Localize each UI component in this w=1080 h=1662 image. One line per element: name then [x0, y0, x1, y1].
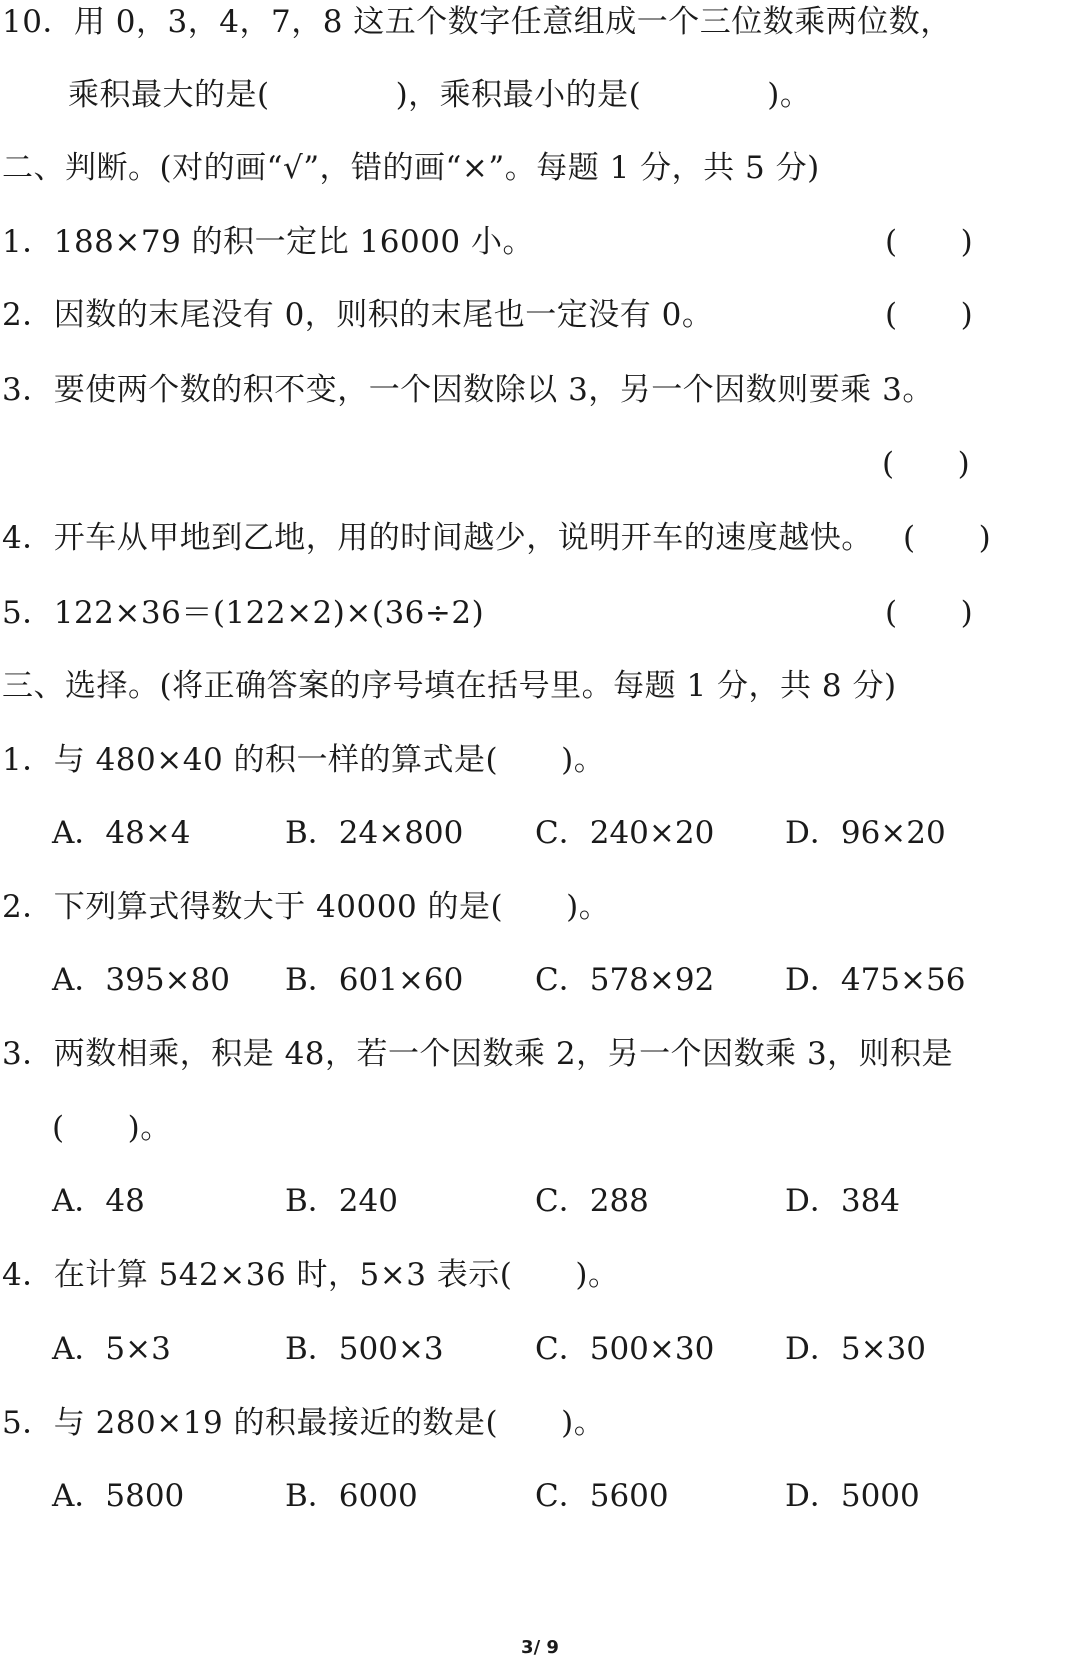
judge-item-2-answer-paren[interactable]: ( )	[885, 297, 974, 333]
judge-item-1: 1．188×79 的积一定比 16000 小。	[2, 224, 534, 260]
choice-heading: 三、选择。(将正确答案的序号填在括号里。每题 1 分，共 8 分)	[2, 668, 897, 704]
page-number: 3/ 9	[521, 1637, 559, 1658]
choice-q3-option-a[interactable]: A．48	[52, 1183, 145, 1219]
choice-q3-option-d[interactable]: D．384	[785, 1183, 901, 1219]
choice-q4-option-c[interactable]: C．500×30	[535, 1331, 715, 1367]
judge-heading: 二、判断。(对的画“√”，错的画“×”。每题 1 分，共 5 分)	[2, 150, 820, 186]
q10-line2: 乘积最大的是( )，乘积最小的是( )。	[68, 77, 812, 113]
choice-q5-option-c[interactable]: C．5600	[535, 1478, 669, 1514]
choice-q1-option-c[interactable]: C．240×20	[535, 815, 715, 851]
judge-item-1-answer-paren[interactable]: ( )	[885, 224, 974, 260]
choice-q5-option-b[interactable]: B．6000	[285, 1478, 418, 1514]
choice-q3-option-b[interactable]: B．240	[285, 1183, 398, 1219]
choice-q4-option-b[interactable]: B．500×3	[285, 1331, 444, 1367]
choice-q5-option-a[interactable]: A．5800	[52, 1478, 185, 1514]
choice-q4-stem: 4．在计算 542×36 时，5×3 表示( )。	[2, 1257, 620, 1293]
q10-line1: 10．用 0，3，4，7，8 这五个数字任意组成一个三位数乘两位数，	[2, 4, 952, 40]
choice-q2-option-d[interactable]: D．475×56	[785, 962, 966, 998]
choice-q1-option-b[interactable]: B．24×800	[285, 815, 464, 851]
judge-item-4-answer-paren[interactable]: ( )	[903, 520, 992, 556]
judge-item-5: 5．122×36＝(122×2)×(36÷2)	[2, 595, 485, 631]
choice-q2-option-a[interactable]: A．395×80	[52, 962, 230, 998]
judge-item-5-answer-paren[interactable]: ( )	[885, 595, 974, 631]
choice-q2-stem: 2．下列算式得数大于 40000 的是( )。	[2, 889, 611, 925]
choice-q5-stem: 5．与 280×19 的积最接近的数是( )。	[2, 1405, 606, 1441]
choice-q2-option-b[interactable]: B．601×60	[285, 962, 464, 998]
choice-q3-stem: 3．两数相乘，积是 48，若一个因数乘 2，另一个因数乘 3，则积是	[2, 1036, 954, 1072]
choice-q1-option-a[interactable]: A．48×4	[52, 815, 191, 851]
choice-q1-option-d[interactable]: D．96×20	[785, 815, 946, 851]
choice-q1-stem: 1．与 480×40 的积一样的算式是( )。	[2, 742, 606, 778]
choice-q3-stem-continued: ( )。	[52, 1110, 172, 1146]
judge-item-4: 4．开车从甲地到乙地，用的时间越少，说明开车的速度越快。	[2, 520, 873, 556]
judge-item-3: 3．要使两个数的积不变，一个因数除以 3，另一个因数则要乘 3。	[2, 372, 934, 408]
choice-q4-option-a[interactable]: A．5×3	[52, 1331, 171, 1367]
judge-item-3-answer-paren[interactable]: ( )	[882, 446, 971, 482]
choice-q5-option-d[interactable]: D．5000	[785, 1478, 920, 1514]
choice-q3-option-c[interactable]: C．288	[535, 1183, 649, 1219]
choice-q2-option-c[interactable]: C．578×92	[535, 962, 715, 998]
choice-q4-option-d[interactable]: D．5×30	[785, 1331, 926, 1367]
judge-item-2: 2．因数的末尾没有 0，则积的末尾也一定没有 0。	[2, 297, 714, 333]
